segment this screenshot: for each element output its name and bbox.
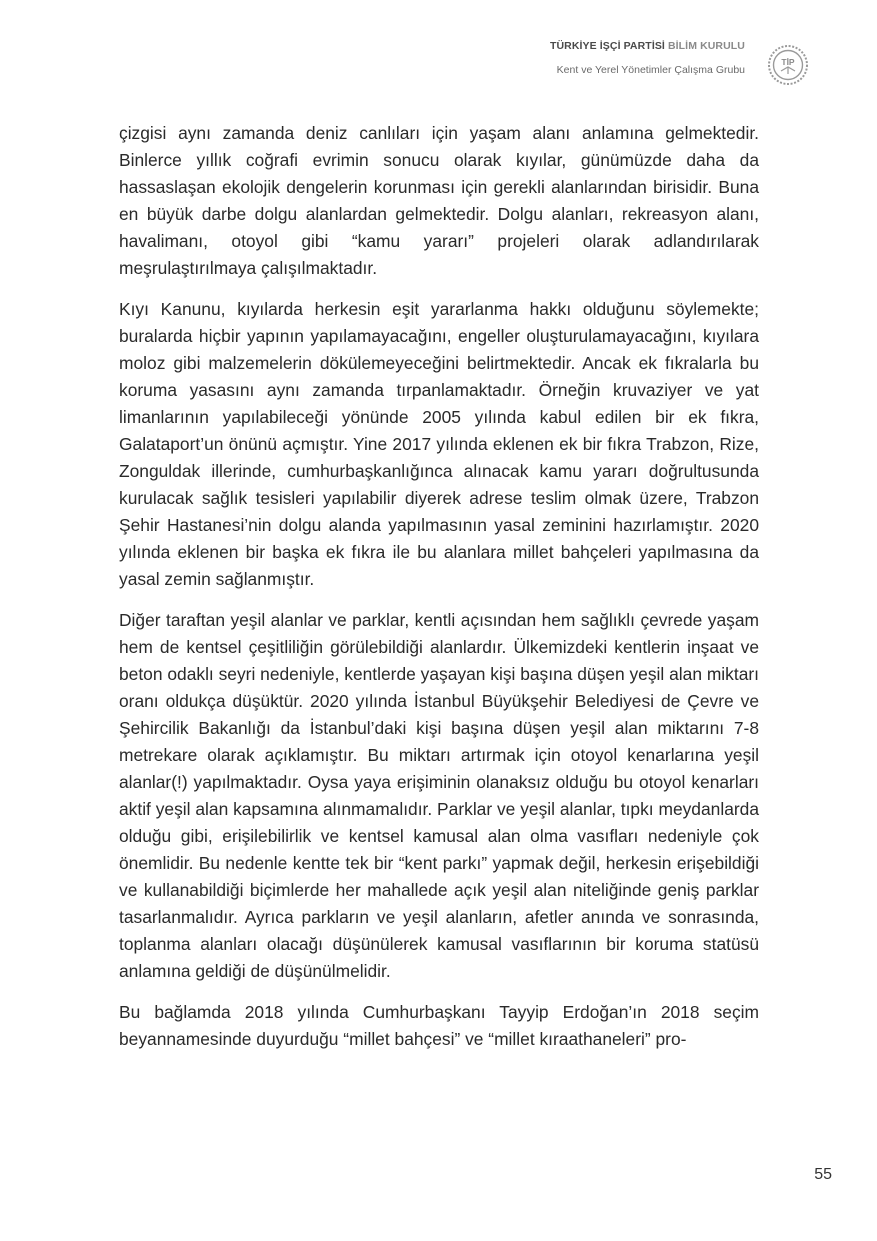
org-name-bold: TÜRKİYE İŞÇİ PARTİSİ [549, 40, 665, 52]
paragraph: Diğer taraftan yeşil alanlar ve parklar, kentli açısından hem sağlıklı çevrede yaşam hem de kentsel çeşitliliğin görülebildiği alanlardır. Ülkemizdeki kentlerin inşaat ve beton odaklı seyri nedeniyle, kentlerde yaşayan kişi başına düşen yeşil alan miktarı oranı oldukça düşüktür. 2020 yılında İstanbul Büyükşehir Belediyesi de Çevre ve Şehircilik Bakanlığı da İstanbul’daki kişi başına düşen yeşil alan miktarını 7-8 metrekare olarak açıklamıştır. Bu miktarı artırmak için otoyol kenarlarına yeşil alanlar(!) yapılmaktadır. Oysa yaya erişiminin olanaksız olduğu bu otoyol kenarları aktif yeşil alan kapsamına alınmamalıdır. Parklar ve yeşil alanlar, tıpkı meydanlarda olduğu gibi, erişilebilirlik ve kentsel kamusal alan olma vasıfları nedeniyle çok önemlidir. Bu nedenle kentte tek bir “kent parkı” yapmak değil, herkesin erişebildiği ve kullanabildiği biçimlerde her mahallede açık yeşil alan niteliğinde geniş parklar tasarlanmalıdır. Ayrıca parkların ve yeşil alanların, afetler anında ve sonrasında, toplanma alanları olacağı düşünülerek kamusal vasıflarının bir koruma statüsü anlamına geldiği de düşünülmelidir. [119, 610, 759, 981]
logo-text: TİP [781, 57, 795, 67]
paragraph: Bu bağlamda 2018 yılında Cumhurbaşkanı Tayyip Erdoğan’ın 2018 seçim beyannamesinde duyurduğu “millet bahçesi” ve “millet kıraathaneleri” pro- [119, 1002, 759, 1049]
page-number: 55 [814, 1166, 832, 1183]
paragraph: Kıyı Kanunu, kıyılarda herkesin eşit yararlanma hakkı olduğunu söylemekte; buralarda hiçbir yapının yapılamayacağını, engeller oluşturulamayacağını, kıyılara moloz gibi malzemelerin dökülemeyeceğini belirtmektedir. Ancak ek fıkralarla bu koruma yasasını aynı zamanda tırpanlamaktadır. Örneğin kruvaziyer ve yat limanlarının yapılabileceği yönünde 2005 yılında kabul edilen bir ek fıkra, Galataport’un önünü açmıştır. Yine 2017 yılında eklenen ek bir fıkra Trabzon, Rize, Zonguldak illerinde, cumhurbaşkanlığınca alınacak kamu yararı doğrultusunda kurulacak sağlık tesisleri yapılabilir diyerek adrese teslim olmak üzere, Trabzon Şehir Hastanesi’nin dolgu alanda yapılmasının yasal zeminini hazırlamıştır. 2020 yılında eklenen bir başka ek fıkra ile bu alanlara millet bahçeleri yapılmasına da yasal zemin sağlanmıştır. [119, 299, 759, 589]
running-header [550, 40, 745, 76]
org-name-light: BİLİM KURULU [664, 40, 745, 52]
paragraph: çizgisi aynı zamanda deniz canlıları için yaşam alanı anlamına gelmektedir. Binlerce yıllık coğrafi evrimin sonucu olarak kıyılar, günümüzde daha da hassaslaşan ekolojik dengelerin korunması için gerekli alanlarından birisidir. Buna en büyük darbe dolgu alanlardan gelmektedir. Dolgu alanları, rekreasyon alanı, havalimanı, otoyol gibi “kamu yararı” projeleri olarak adlandırılarak meşrulaştırılmaya çalışılmaktadır. [119, 123, 759, 278]
tip-logo-icon [767, 44, 809, 86]
body-text [119, 120, 759, 1067]
organization-name [550, 40, 745, 52]
working-group-name: Kent ve Yerel Yönetimler Çalışma Grubu [556, 64, 745, 76]
